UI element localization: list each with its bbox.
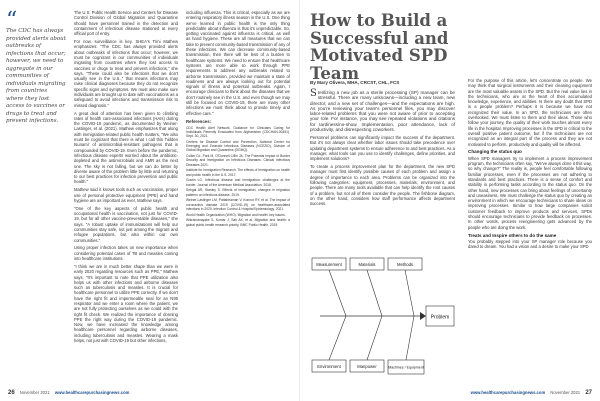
left-column-2	[186, 10, 290, 228]
paragraph: For now, surveillance is key. SHEA's Trini Mathew emphasizes: "The CDC has always provided alerts about outbreaks of infections that occur; however, we must be cognizant in our communities of individuals migrating from countries where they lost access to vaccines or drugs to treat and prevent infections," she says. "These could also be infections that we don't usually see in the U.S.," that means infections may raise clinical diagnoses because they do not recognize specific signs and symptoms. We must also make sure individuals are brought up to date with vaccinations as a safeguard to avoid infections and transmission risk to missed diagnosis."	[74, 39, 178, 108]
reference-item: Wikramanayake S, Kumar J, Sah AK, et al. Migration and health: a global public health research priority. BMC Public Health. 2019.	[186, 218, 290, 227]
paragraph: "I think we are in much better shape than we were in early 2020 regarding resources such as PPE," Mathew says. "It's important to note that PPE utilization also helps us with other infections and airborne diseases such as tuberculosis and measles. It is crucial for healthcare personnel to utilize PPE correctly. If we don't have the right fit and impermeable seal for an N95 respirator and we enter a room where the patient, we are not fully protecting ourselves as we could with the right fit check. We realized the importance of donning PPE the right way during the COVID-19 pandemic. Now, we have increased the knowledge among healthcare personnel regarding airborne diseases, including tuberculosis and measles. Wearing a mask helps, not just with COVID-19 but other infections,	[74, 263, 178, 344]
lead-paragraph	[310, 90, 455, 132]
page-number: 26	[8, 390, 15, 396]
reference-item: Collier DL, Park M, O'Donnell Cillin JA. The Potential Impact of Border Security and Immigration on Infectious Diseases. Clinical Infectious Diseases 2021.	[186, 154, 290, 167]
drop-cap: S	[310, 88, 317, 99]
reference-item: World Health Organization (WHO). Migration and health: key issues.	[186, 212, 286, 217]
paragraph: Using proper infection takes on new importance when considering potential cases of TB and measles coming into healthcare institutions.	[74, 245, 178, 262]
right-page-footer	[308, 390, 592, 396]
quote-mark-icon: “	[6, 8, 18, 33]
fishbone-diagram-svg	[310, 250, 456, 382]
category-label-manpower: Manpower	[357, 364, 377, 369]
references-heading: References:	[186, 118, 212, 124]
paragraph: The U.S. Public Health Service and Centers for Disease Control Division of Global Migration and Quarantine should have personnel trained in the detection and containment of infectious disease stationed at every official port of entry.	[74, 10, 178, 37]
paragraph: You probably stepped into your SP manager role because you dared to dream. You had a vision and a desire to make your SPD	[468, 238, 592, 250]
article-title: How to Build a Successful and Motivated SPD Team	[310, 11, 449, 83]
bone-measurement	[329, 270, 346, 316]
category-label-materials: Materials	[358, 262, 376, 267]
category-label-measurement: Measurement	[316, 262, 342, 267]
byline: By Mary Olivera, MHA, CRCST, CHL, FCS	[310, 80, 400, 85]
right-column-1	[310, 90, 455, 209]
bone-environment	[329, 316, 346, 360]
reference-item: CDC Health Alert Network. Guidance for Clinicians Caring for Individuals Recently Evacuated from Afghanistan (CDCHAN-00451). Sept. 30, 2021.	[186, 125, 290, 139]
pull-quote-text: The CDC has always provided alerts about outbreaks of infections that occur; however, we need to aggregate in our communities of individuals migrating from countries where they lost access to vaccines or drugs to treat and prevent infections.	[6, 28, 66, 124]
references-list	[186, 126, 290, 227]
right-page	[300, 0, 600, 401]
pull-quote	[6, 8, 66, 126]
arrow-head-icon	[420, 312, 426, 320]
paragraph: Personnel problems can significantly impact the success of the department. But it's not always clear whether labor issues should take precedence over updating department systems to ensure adherence to and best practices. As a manager, what tools can you use to identify challenges, define priorities, and implement solutions?	[310, 134, 455, 162]
left-page-footer	[8, 390, 292, 396]
paragraph: When SPD managers try to implement a process improvement program, the technicians often say, "We've always done it this way, so why change?" The reality is, people feel comfortable following familiar processes, even if the processes are not adhering to standards and best practices. There is a sense of comfort and stability in performing tasks according to the status quo. On the other hand, new processes can bring about feelings of uncertainty and uneasiness. We must challenge the status quo by creating an environment in which we encourage technicians to share ideas on improving processes. Similar to how large companies solicit customer feedback to improve products and services, SPDs should encourage technicians to provide feedback on processes. In other words, process reengineering gets advanced by the people who are doing the work.	[468, 155, 592, 230]
paragraph: including influenza. This is critical, especially as we are entering respiratory illness season in the U.S. One thing we've learned in public health is the only thing predictable about influenza is that it's unpredictable. So, getting vaccinated against influenza is critical, as well as hand hygiene. These are all measures that we can take to prevent community-based transmission of any of these infections. We can decrease community-based transmission, then there will be less of a burden to healthcare systems. We need to ensure that healthcare systems are more able to work through PPE requirements to address any outbreaks related to airborne transmission, provided we maintain a state of readiness and are always looking out for potential signals of illness and potential outbreaks. Again, I encourage clinicians to think about the diseases that we don't routinely see in the U.S. and even though we may still be focused on COVID-19, there are many other infections we must think about to provide timely and effective care."	[186, 10, 290, 116]
category-label-environment: Environment	[317, 364, 341, 369]
bone-methods	[405, 270, 414, 316]
reference-item: Gostin LO. Infectious disease and immigration: challenges at the border. Journal of the American Medical Association. 2018.	[186, 178, 290, 187]
reference-item: Centers for Disease Control and Prevention, National Center for Emerging and Zoonotic Infectious Diseases (NCEZID), Division of Global Migration and Quarantine (DGMQ).	[186, 140, 290, 153]
right-column-2	[468, 78, 592, 252]
footer-url[interactable]: www.healthcarepurchasingnews.com	[470, 390, 546, 395]
paragraph: "One of the key aspects of public health and occupational health is vaccination, not just for COVID-19, but for all other vaccine-preventable diseases," she says. "A robust uptake of immunizations will help our communities stay safe, not just among the migrant and refugee populations, but also within our own communities."	[74, 205, 178, 243]
paragraph: To create a process improvement plan for the department, the new SPD manager must first identify possible causes of each problem and assign a degree of importance to each area. Problems can be organized into the following categories: equipment, processes, materials, environment, and people. There are many tools available that can help identify the root causes of a problem, but not all of them consider the people. The fishbone diagram, on the other hand, considers how staff performance affects department success.	[310, 164, 455, 207]
reference-item: Institute for Immigration Research. The effects of immigration on health and public health in the U.S. 2017.	[186, 168, 290, 177]
left-column-1	[74, 10, 178, 346]
category-label-machines: Machines / Equipment	[388, 365, 424, 370]
problem-label: Problem	[430, 314, 450, 321]
bone-materials	[367, 270, 382, 316]
reference-item: Sehgal AR, Stanley S. Effects of immigration, changes in migration patterns on infectious disease. 2019.	[186, 188, 290, 197]
footer-issue: November 2021	[550, 390, 581, 395]
subheading: Changing the status quo	[468, 149, 522, 155]
bone-machines	[406, 316, 414, 360]
footer-issue: November 2021	[19, 390, 50, 395]
paragraph: A great deal of attention has been given to climbing rates of health care-associated infections (HAIs) during the COVID-19 pandemic, as documented by Weiner-Lastinger, et al. (2021). Mathew emphasizes that along with immigration-related public health matters, "We also must be cognizant that there is what I call this 'hidden tsunami' of antimicrobial-resistant pathogens that is compounded by COVID-19. Even before the pandemic, infectious disease experts worried about the antibiotic-depleted and the antimicrobials and AMR as the next one. The sky is not falling, but we can do better by diverse aware of the problem little by little and returning to our best practices for infection prevention and public health."	[74, 110, 178, 185]
paragraph: For the purpose of this article, let's concentrate on people. We may think that surgical instruments and their cleaning equipment are the most valuable assets in the SPD. But the real value lies in the technicians, who are at the heart of their accumulated knowledge, experience, and abilities. Is there any doubt that SPD is a people problem? Perhaps it is because we have not recognized their value. In an SPD, the technicians are often overlooked. We must listen to them and their ideas. Those who follow your journey, the quality of their work touches almost every life in the hospital. Improving processes in the SPD is critical to the overall positive patient outcome, but if the technicians are not recognized as an integral part of the process and they are not motivated to perform, productivity and quality will be affected.	[468, 78, 592, 147]
reference-item: Weiner-Lastinger LM, Pattabiraman V, Konnor RY, et al. The impact of coronavirus disease 2019 (COVID-19) on healthcare-associated infections in 2020. Infection Control & Hospital Epidemiology. 2021.	[186, 198, 290, 211]
bone-manpower	[367, 316, 382, 360]
category-label-methods: Methods	[396, 262, 414, 267]
fishbone-diagram	[310, 250, 456, 382]
footer-url[interactable]: www.healthcarepurchasingnews.com	[54, 390, 130, 395]
paragraph: Mathew said it knows tools such as vaccination, proper use of personal protective equipment (PPE) and hand hygiene are as important as ever, Mathew says.	[74, 187, 178, 203]
page-number: 27	[585, 390, 592, 396]
lead-text: terilizing a new job as a sterile processing (SP) manager can be stressful. There are many unknowns—including a new team, new director, and a new set of challenges—and the expectations are high. As you're reviewing your team's personnel files, you may discover labor-related problems that you were not aware of prior to accepting your role. For instance, you may see repeated violations and citations for tardiness/no-show. Implementation, poor attendance, lack of productivity, and disrespecting coworkers.	[310, 90, 455, 133]
subheading: Treats and Inspire others to do the same	[468, 232, 557, 238]
